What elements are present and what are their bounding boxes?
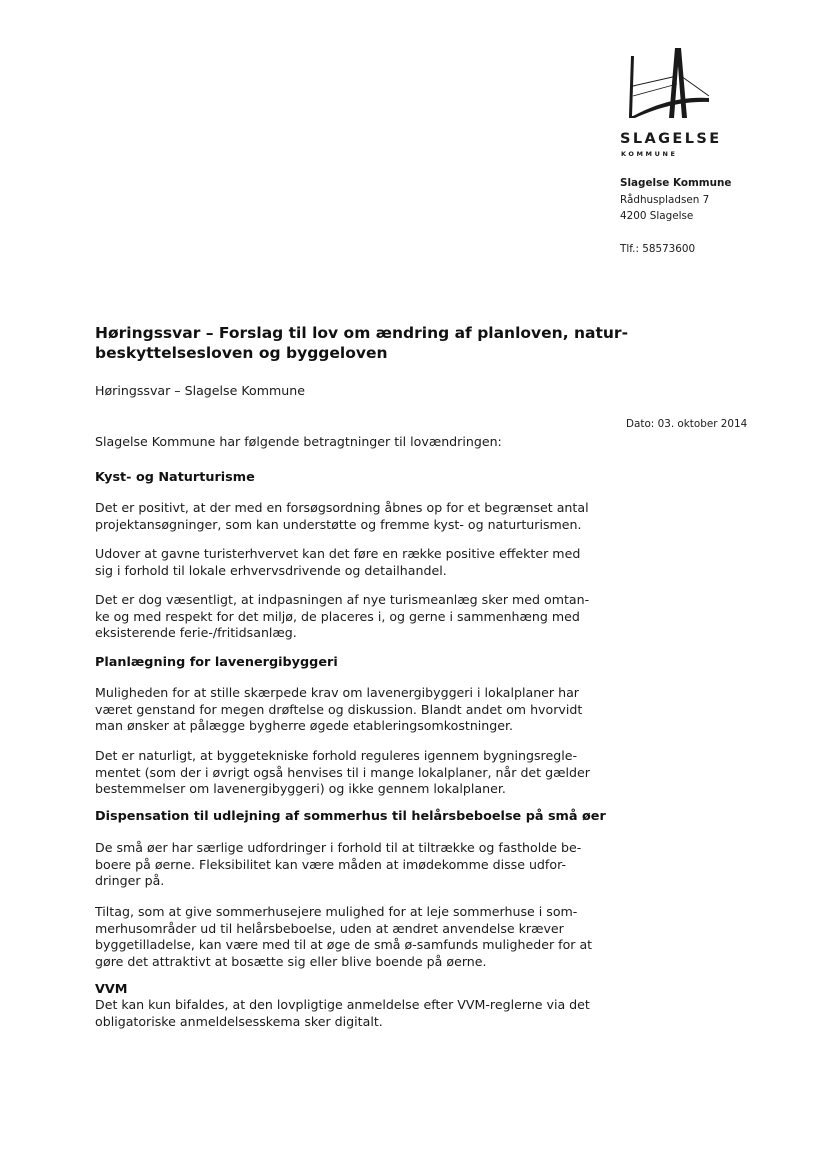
text-line: mentet (som der i øvrigt også henvises til i mange lokalplaner, når det gælder (95, 764, 590, 780)
text-line: byggetilladelse, kan være med til at øge de små ø-samfunds muligheder for at (95, 937, 593, 952)
text-line: boere på øerne. Fleksibilitet kan være måden at imødekomme disse udfor- (95, 856, 566, 872)
paragraph (95, 592, 615, 642)
paragraph (95, 685, 615, 735)
text-line: Det er positivt, at der med en forsøgsordning åbnes op for et begrænset antal (95, 500, 589, 515)
text-line: Det kan kun bifaldes, at den lovpligtige anmeldelse efter VVM-reglerne via det (95, 997, 590, 1012)
text-line: dringer på. (95, 873, 165, 888)
sender-city: 4200 Slagelse (620, 210, 694, 222)
slagelse-bridge-logo-icon (617, 46, 717, 128)
document-title (95, 323, 629, 363)
paragraph (95, 546, 615, 579)
section-heading-kyst: Kyst- og Naturturisme (95, 470, 255, 485)
text-line: Det er dog væsentligt, at indpasningen af nye turismeanlæg sker med omtan- (95, 592, 590, 607)
text-line: De små øer har særlige udfordringer i forhold til at tiltrække og fastholde be- (95, 840, 582, 855)
sender-street: Rådhuspladsen 7 (620, 194, 710, 206)
text-line: obligatoriske anmeldelsesskema sker digitalt. (95, 1013, 383, 1029)
text-line: bestemmelser om lavenergibyggeri) og ikke gennem lokalplaner. (95, 781, 506, 796)
section-heading-dispensation: Dispensation til udlejning af sommerhus til helårsbeboelse på små øer (95, 809, 606, 824)
document-subtitle: Høringssvar – Slagelse Kommune (95, 383, 305, 398)
text-line: merhusområder ud til helårsbeboelse, uden at ændret anvendelse kræver (95, 920, 564, 936)
sender-name: Slagelse Kommune (620, 177, 732, 189)
paragraph (95, 904, 615, 970)
text-line: Udover at gavne turisterhvervet kan det føre en række positive effekter med (95, 546, 581, 561)
section-heading-vvm: VVM (95, 982, 128, 997)
title-line: Høringssvar – Forslag til lov om ændring af planloven, natur- (95, 324, 629, 342)
paragraph (95, 500, 615, 533)
text-line: eksisterende ferie-/fritidsanlæg. (95, 625, 297, 640)
text-line: Tiltag, som at give sommerhusejere mulighed for at leje sommerhuse i som- (95, 904, 578, 919)
intro-paragraph (95, 434, 615, 451)
text-line: man ønsker at pålægge bygherre øgede etableringsomkostninger. (95, 718, 514, 733)
logo-wordmark: SLAGELSE (620, 131, 722, 147)
paragraph (95, 997, 615, 1030)
text-line: Slagelse Kommune har følgende betragtninger til lovændringen: (95, 434, 502, 449)
text-line: gøre det attraktivt at bosætte sig eller blive boende på øerne. (95, 953, 487, 969)
text-line: sig i forhold til lokale erhvervsdrivende og detailhandel. (95, 562, 447, 578)
sender-phone: Tlf.: 58573600 (620, 243, 696, 255)
text-line: Det er naturligt, at byggetekniske forhold reguleres igennem bygningsregle- (95, 748, 577, 763)
paragraph (95, 840, 615, 890)
text-line: ke og med respekt for det miljø, de placeres i, og gerne i sammenhæng med (95, 608, 580, 624)
text-line: været genstand for megen drøftelse og diskussion. Blandt andet om hvorvidt (95, 701, 583, 717)
paragraph (95, 748, 615, 798)
text-line: Muligheden for at stille skærpede krav om lavenergibyggeri i lokalplaner har (95, 685, 579, 700)
document-date: Dato: 03. oktober 2014 (626, 418, 748, 430)
logo-subtext: KOMMUNE (621, 150, 678, 158)
section-heading-plan: Planlægning for lavenergibyggeri (95, 655, 338, 670)
text-line: projektansøgninger, som kan understøtte og fremme kyst- og naturturismen. (95, 516, 582, 532)
title-line: beskyttelsesloven og byggeloven (95, 344, 388, 362)
